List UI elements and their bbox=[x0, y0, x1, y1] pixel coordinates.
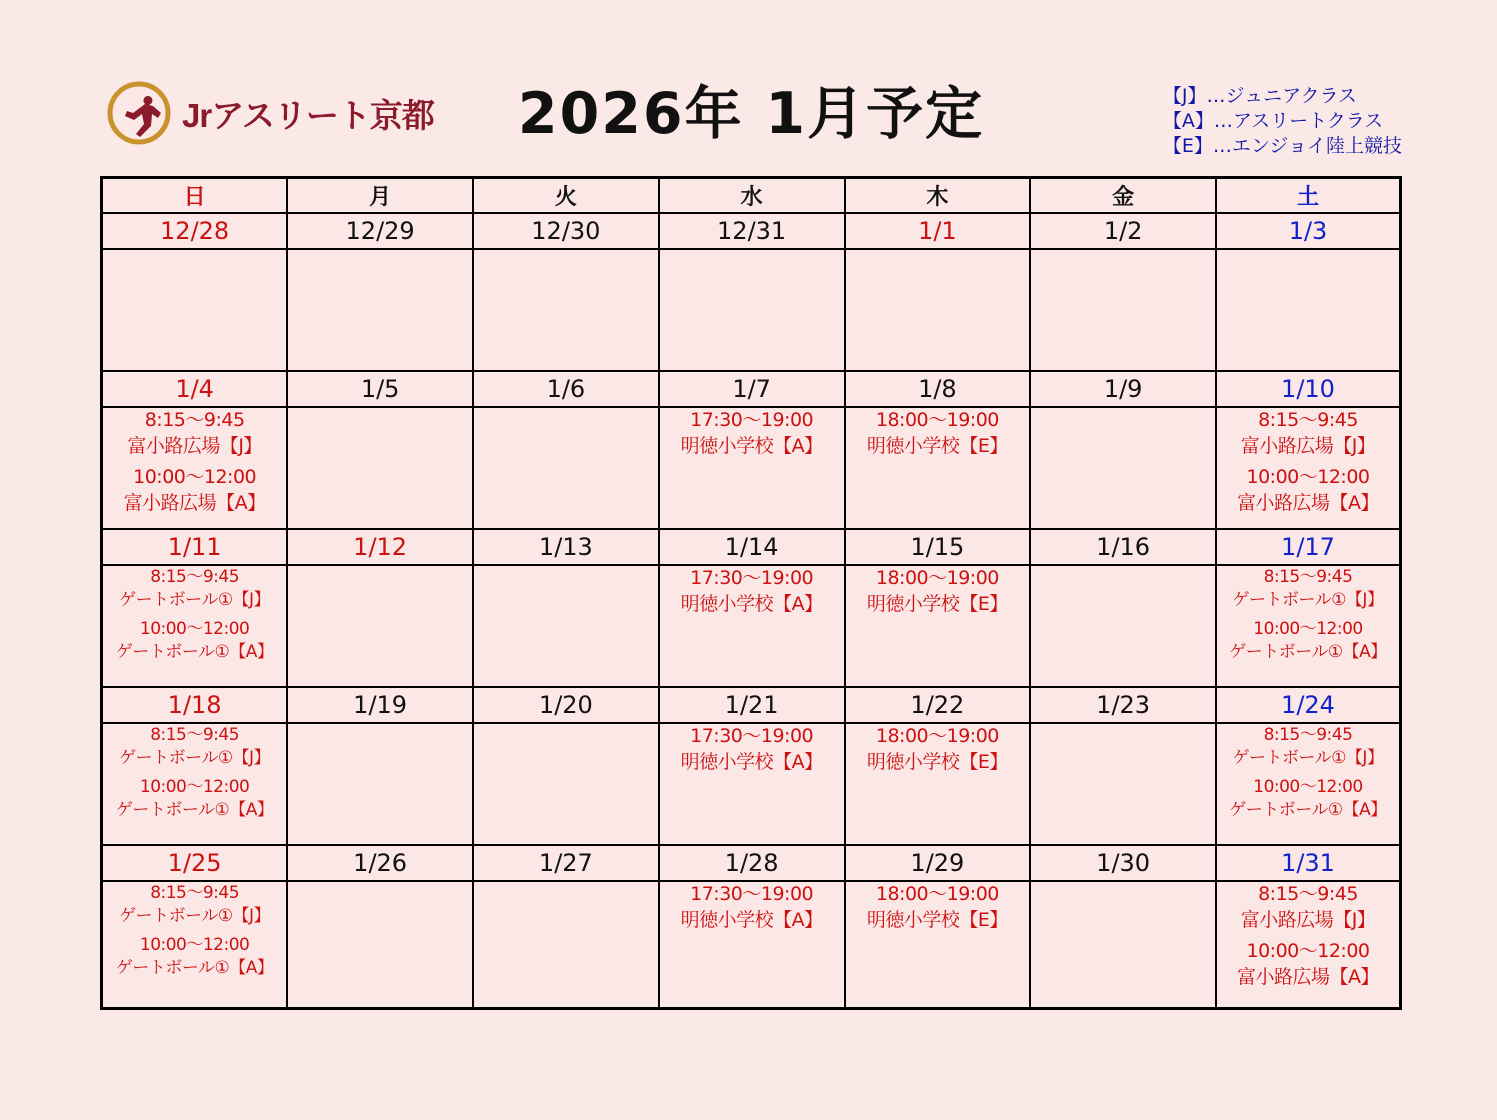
event-time: 10:00〜12:00 bbox=[1246, 940, 1370, 963]
event-time: 8:15〜9:45 bbox=[1263, 567, 1353, 587]
date-cell[interactable]: 1/25 bbox=[102, 845, 288, 881]
schedule-calendar bbox=[100, 176, 1402, 1010]
event-cell[interactable] bbox=[659, 881, 845, 1009]
date-cell[interactable]: 1/28 bbox=[659, 845, 845, 881]
event-cell[interactable] bbox=[659, 723, 845, 845]
event-row bbox=[102, 249, 1401, 371]
event-entry bbox=[846, 882, 1030, 933]
event-time: 10:00〜12:00 bbox=[139, 934, 250, 955]
date-cell[interactable]: 1/2 bbox=[1030, 213, 1216, 249]
event-cell[interactable] bbox=[845, 565, 1031, 687]
date-cell[interactable]: 1/16 bbox=[1030, 529, 1216, 565]
event-cell[interactable] bbox=[287, 565, 473, 687]
event-cell[interactable] bbox=[1030, 723, 1216, 845]
brand-name: Jrアスリート京都 bbox=[182, 96, 434, 134]
event-place: 富小路広場【A】 bbox=[123, 491, 266, 514]
event-place: 明徳小学校【E】 bbox=[866, 434, 1008, 457]
date-cell[interactable]: 12/29 bbox=[287, 213, 473, 249]
event-entry bbox=[103, 724, 286, 770]
event-cell[interactable] bbox=[287, 407, 473, 529]
event-place: 明徳小学校【A】 bbox=[680, 434, 823, 457]
event-cell[interactable] bbox=[102, 249, 288, 371]
date-cell[interactable]: 1/13 bbox=[473, 529, 659, 565]
event-time: 8:15〜9:45 bbox=[1263, 725, 1353, 745]
event-cell[interactable] bbox=[659, 407, 845, 529]
page-header bbox=[100, 62, 1402, 172]
event-cell[interactable] bbox=[845, 881, 1031, 1009]
event-cell[interactable] bbox=[845, 249, 1031, 371]
event-time: 17:30〜19:00 bbox=[690, 409, 814, 431]
event-time: 10:00〜12:00 bbox=[1253, 618, 1363, 639]
date-cell[interactable]: 1/31 bbox=[1216, 845, 1401, 881]
event-time: 18:00〜19:00 bbox=[875, 567, 999, 589]
event-entry bbox=[660, 408, 844, 459]
date-cell[interactable]: 1/20 bbox=[473, 687, 659, 723]
event-cell[interactable] bbox=[287, 249, 473, 371]
event-place: ゲートボール①【J】 bbox=[119, 905, 271, 926]
event-entry bbox=[103, 465, 286, 516]
event-place: ゲートボール①【A】 bbox=[115, 641, 274, 662]
event-time: 8:15〜9:45 bbox=[144, 409, 245, 431]
event-place: 富小路広場【J】 bbox=[1240, 908, 1376, 931]
event-place: 明徳小学校【E】 bbox=[866, 592, 1008, 615]
event-cell[interactable] bbox=[102, 723, 288, 845]
event-place: 明徳小学校【A】 bbox=[680, 750, 823, 773]
event-entry bbox=[103, 408, 286, 459]
event-cell[interactable] bbox=[473, 723, 659, 845]
date-cell[interactable]: 1/14 bbox=[659, 529, 845, 565]
date-cell[interactable]: 1/27 bbox=[473, 845, 659, 881]
event-cell[interactable] bbox=[473, 881, 659, 1009]
date-cell[interactable]: 1/9 bbox=[1030, 371, 1216, 407]
event-cell[interactable] bbox=[1030, 249, 1216, 371]
event-entry bbox=[1217, 408, 1399, 459]
event-time: 10:00〜12:00 bbox=[139, 776, 250, 797]
event-entry bbox=[660, 724, 844, 775]
date-cell[interactable]: 12/28 bbox=[102, 213, 288, 249]
legend bbox=[1163, 84, 1402, 159]
weekday-header-row bbox=[102, 178, 1401, 214]
event-entry bbox=[1217, 618, 1399, 664]
date-cell[interactable]: 12/30 bbox=[473, 213, 659, 249]
legend-item-enjoy: 【E】…エンジョイ陸上競技 bbox=[1162, 135, 1402, 158]
event-cell[interactable] bbox=[473, 565, 659, 687]
event-place: 富小路広場【A】 bbox=[1237, 491, 1379, 514]
date-cell[interactable]: 1/5 bbox=[287, 371, 473, 407]
event-place: 明徳小学校【E】 bbox=[866, 750, 1008, 773]
date-cell[interactable]: 1/11 bbox=[102, 529, 288, 565]
event-place: ゲートボール①【A】 bbox=[115, 957, 274, 978]
event-cell[interactable] bbox=[102, 407, 288, 529]
weekday-header-tue: 火 bbox=[473, 178, 659, 214]
weekday-header-fri: 金 bbox=[1030, 178, 1216, 214]
event-entry bbox=[846, 566, 1030, 617]
event-time: 17:30〜19:00 bbox=[690, 567, 814, 589]
event-place: ゲートボール①【J】 bbox=[119, 589, 271, 610]
date-cell[interactable]: 1/23 bbox=[1030, 687, 1216, 723]
event-time: 8:15〜9:45 bbox=[150, 567, 240, 587]
event-time: 18:00〜19:00 bbox=[875, 883, 999, 905]
event-time: 18:00〜19:00 bbox=[875, 725, 999, 747]
weekday-header-sat: 土 bbox=[1216, 178, 1401, 214]
event-cell[interactable] bbox=[102, 881, 288, 1009]
date-cell[interactable]: 1/15 bbox=[845, 529, 1031, 565]
event-row bbox=[102, 881, 1401, 1009]
event-entry bbox=[103, 566, 286, 612]
event-place: ゲートボール①【A】 bbox=[1229, 799, 1387, 820]
date-row bbox=[102, 687, 1401, 723]
event-entry bbox=[660, 882, 844, 933]
date-cell[interactable]: 1/10 bbox=[1216, 371, 1401, 407]
date-row bbox=[102, 213, 1401, 249]
date-row bbox=[102, 529, 1401, 565]
event-entry bbox=[103, 934, 286, 980]
legend-item-athlete: 【A】…アスリートクラス bbox=[1162, 110, 1384, 133]
date-cell[interactable]: 1/18 bbox=[102, 687, 288, 723]
event-entry bbox=[1217, 939, 1399, 990]
event-cell[interactable] bbox=[659, 249, 845, 371]
weekday-header-sun: 日 bbox=[102, 178, 288, 214]
event-time: 8:15〜9:45 bbox=[150, 883, 240, 903]
event-place: ゲートボール①【J】 bbox=[119, 747, 271, 768]
event-time: 18:00〜19:00 bbox=[875, 409, 999, 431]
date-cell[interactable]: 1/21 bbox=[659, 687, 845, 723]
weekday-header-wed: 水 bbox=[659, 178, 845, 214]
event-time: 10:00〜12:00 bbox=[1253, 776, 1363, 797]
event-cell[interactable] bbox=[473, 249, 659, 371]
event-time: 8:15〜9:45 bbox=[1258, 883, 1358, 905]
event-cell[interactable] bbox=[473, 407, 659, 529]
event-cell[interactable] bbox=[1216, 881, 1401, 1009]
weekday-header-mon: 月 bbox=[287, 178, 473, 214]
event-cell[interactable] bbox=[102, 565, 288, 687]
event-place: ゲートボール①【J】 bbox=[1232, 589, 1384, 610]
date-cell[interactable]: 1/17 bbox=[1216, 529, 1401, 565]
event-row bbox=[102, 565, 1401, 687]
event-place: ゲートボール①【J】 bbox=[1232, 747, 1384, 768]
date-cell[interactable]: 1/22 bbox=[845, 687, 1031, 723]
event-entry bbox=[1217, 465, 1399, 516]
event-entry bbox=[1217, 724, 1399, 770]
event-cell[interactable] bbox=[1030, 565, 1216, 687]
event-entry bbox=[660, 566, 844, 617]
event-cell[interactable] bbox=[1216, 407, 1401, 529]
event-cell[interactable] bbox=[1030, 881, 1216, 1009]
event-row bbox=[102, 723, 1401, 845]
event-place: 明徳小学校【E】 bbox=[866, 908, 1008, 931]
date-cell[interactable]: 1/7 bbox=[659, 371, 845, 407]
event-time: 8:15〜9:45 bbox=[150, 725, 240, 745]
date-cell[interactable]: 1/6 bbox=[473, 371, 659, 407]
page-title: 2026年 1月予定 bbox=[517, 81, 985, 147]
event-place: 富小路広場【A】 bbox=[1237, 965, 1379, 988]
date-cell[interactable]: 1/1 bbox=[845, 213, 1031, 249]
date-row bbox=[102, 371, 1401, 407]
date-cell[interactable]: 12/31 bbox=[659, 213, 845, 249]
event-entry bbox=[846, 724, 1030, 775]
event-place: 明徳小学校【A】 bbox=[680, 908, 823, 931]
weekday-header-thu: 木 bbox=[845, 178, 1031, 214]
event-cell[interactable] bbox=[659, 565, 845, 687]
event-entry bbox=[846, 408, 1030, 459]
calendar-page bbox=[0, 62, 1497, 1120]
event-entry bbox=[1217, 566, 1399, 612]
date-cell[interactable]: 1/24 bbox=[1216, 687, 1401, 723]
event-cell[interactable] bbox=[1216, 249, 1401, 371]
event-entry bbox=[1217, 882, 1399, 933]
event-time: 10:00〜12:00 bbox=[133, 466, 257, 489]
event-place: ゲートボール①【A】 bbox=[115, 799, 274, 820]
event-cell[interactable] bbox=[1216, 723, 1401, 845]
event-time: 8:15〜9:45 bbox=[1258, 409, 1358, 431]
date-cell[interactable]: 1/26 bbox=[287, 845, 473, 881]
event-row bbox=[102, 407, 1401, 529]
event-entry bbox=[103, 618, 286, 664]
date-cell[interactable]: 1/30 bbox=[1030, 845, 1216, 881]
event-cell[interactable] bbox=[1216, 565, 1401, 687]
event-place: ゲートボール①【A】 bbox=[1229, 641, 1387, 662]
date-cell[interactable]: 1/29 bbox=[845, 845, 1031, 881]
event-place: 富小路広場【J】 bbox=[1240, 434, 1376, 457]
legend-item-junior: 【J】…ジュニアクラス bbox=[1162, 85, 1357, 107]
event-time: 17:30〜19:00 bbox=[690, 883, 814, 905]
event-cell[interactable] bbox=[845, 407, 1031, 529]
event-cell[interactable] bbox=[845, 723, 1031, 845]
event-entry bbox=[103, 882, 286, 928]
date-cell[interactable]: 1/3 bbox=[1216, 213, 1401, 249]
date-cell[interactable]: 1/4 bbox=[102, 371, 288, 407]
event-place: 富小路広場【J】 bbox=[127, 434, 262, 457]
event-time: 17:30〜19:00 bbox=[690, 725, 814, 747]
event-entry bbox=[103, 776, 286, 822]
event-entry bbox=[1217, 776, 1399, 822]
event-time: 10:00〜12:00 bbox=[1246, 466, 1370, 489]
date-cell[interactable]: 1/12 bbox=[287, 529, 473, 565]
date-cell[interactable]: 1/8 bbox=[845, 371, 1031, 407]
event-place: 明徳小学校【A】 bbox=[680, 592, 823, 615]
event-time: 10:00〜12:00 bbox=[139, 618, 250, 639]
date-row bbox=[102, 845, 1401, 881]
event-cell[interactable] bbox=[287, 881, 473, 1009]
event-cell[interactable] bbox=[287, 723, 473, 845]
date-cell[interactable]: 1/19 bbox=[287, 687, 473, 723]
event-cell[interactable] bbox=[1030, 407, 1216, 529]
